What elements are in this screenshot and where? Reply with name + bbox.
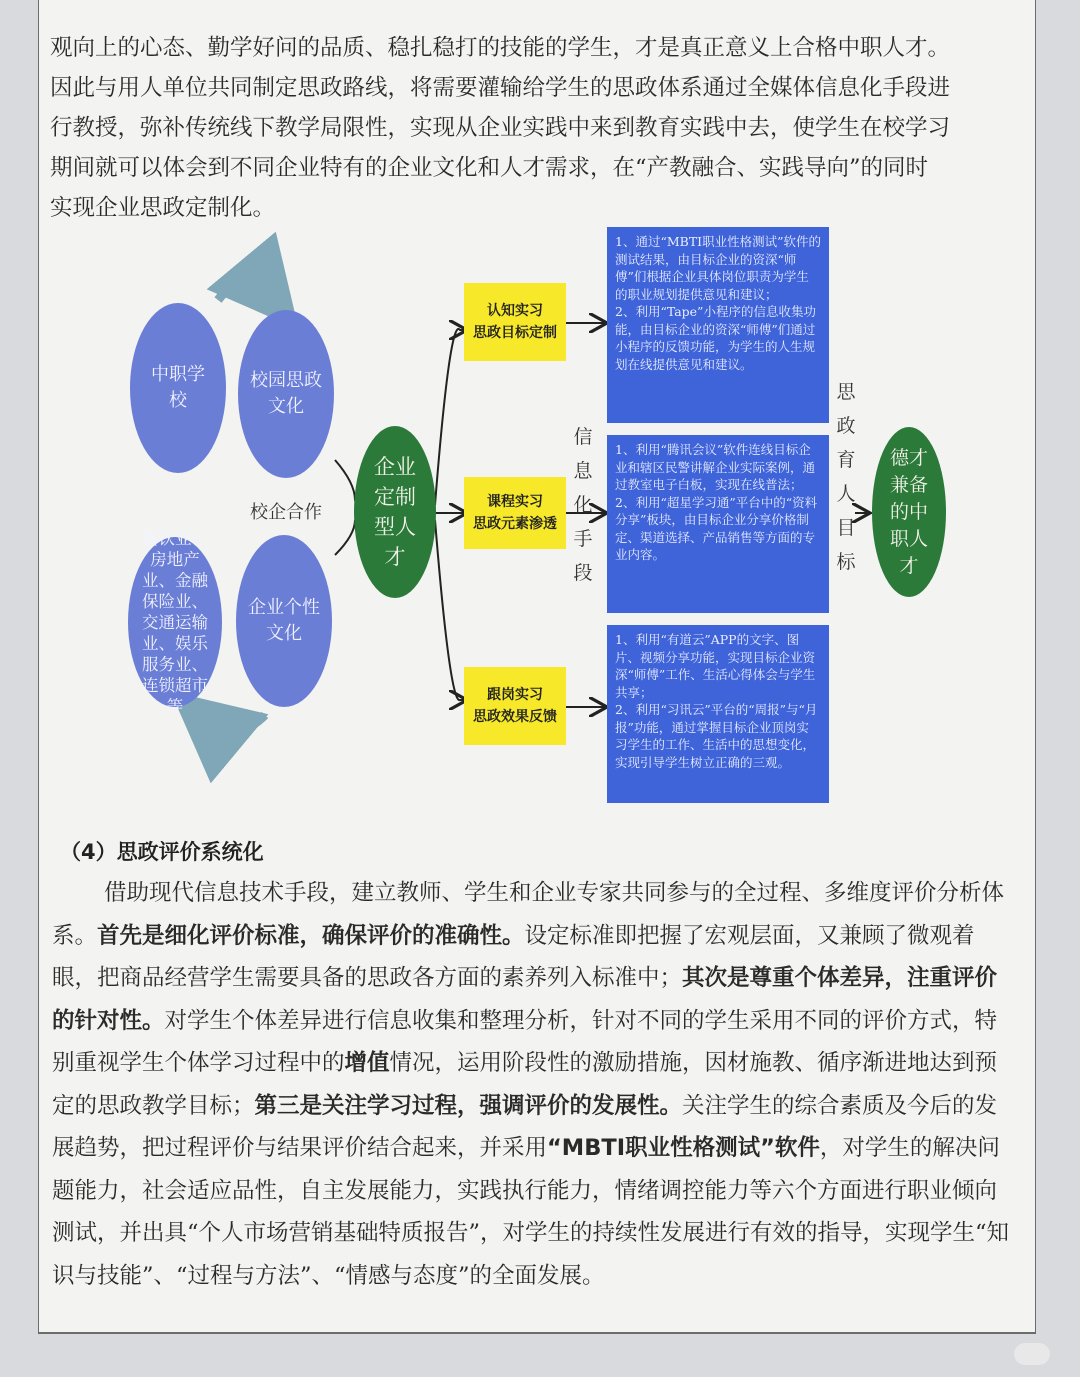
body-bold-text: 其次是尊重个体差异，注重评价的针对性。: [52, 965, 998, 1034]
body-bold-text: “MBTI职业性格测试”软件: [547, 1135, 820, 1161]
section-heading: （4）思政评价系统化: [60, 840, 264, 864]
body-bold-text: 首先是细化评价标准，确保评价的准确性。: [97, 922, 525, 949]
school-circle-label: 中职学校: [151, 364, 205, 411]
intro-line: 观向上的心态、勤学好问的品质、稳扎稳打的技能的学生，才是真正意义上合格中职人才。: [50, 35, 951, 61]
enterprise-culture-label: 企业个性文化: [248, 597, 320, 644]
center-talent-circle: [354, 426, 436, 598]
campus-culture-circle: [238, 310, 334, 478]
branch-box-cognitive: [464, 283, 566, 361]
body-text: 对学生个体差异进行信息收集和整理分析，针对不同的学生采用不同的评价方式，特别重视学生个体学习过程中的: [52, 1007, 998, 1076]
body-text: 借助现代信息技术手段，建立教师、学生和企业专家共同参与的全过程、多维度评价分析体系。: [52, 880, 1005, 949]
intro-line: 因此与用人单位共同制定思政路线，将需要灌输给学生的思政体系通过全媒体信息化手段进: [50, 75, 951, 101]
detail-box-course: 1、利用“腾讯会议”软件连线目标企业和辖区民警讲解企业实际案例，通过教室电子白板，实现在线普法； 2、利用“超星学习通”平台中的“资料分享”板块，由目标企业分享价格制定、渠道选择、产品销售等方面的专业内容。: [607, 435, 829, 613]
branch-line-top: [435, 329, 465, 505]
branch-box-course-label: 课程实习 思政元素渗透: [473, 494, 557, 532]
detail-box-post: 1、利用“有道云”APP的文字、图片、视频分享功能，实现目标企业资深“师傅”工作、生活心得体会与学生共享； 2、利用“习讯云”平台的“周报”与“月报”功能，通过掌握目标企业顶岗实习学生的工作、生活中的思想变化，实现引导学生树立正确的三观。: [607, 625, 829, 803]
goal-vertical-label: 思政育人目标: [836, 381, 856, 573]
coop-label: 校企合作: [250, 502, 322, 523]
branch-box-post-label: 跟岗实习 思政效果反馈: [473, 687, 557, 725]
enterprise-culture-circle: [236, 535, 332, 707]
intro-line: 期间就可以体会到不同企业特有的企业文化和人才需求，在“产教融合、实践导向”的同时: [50, 155, 929, 181]
school-circle: [130, 303, 226, 473]
cycle-arrow-top: [218, 281, 270, 300]
industries-circle: [128, 528, 222, 716]
branch-line-bottom: [435, 520, 465, 700]
body-bold-text: 增值: [344, 1050, 390, 1076]
branch-box-course: [464, 477, 566, 549]
flow-diagram: [110, 215, 970, 815]
merge-line-bottom: [335, 520, 355, 555]
center-talent-label: 企业定制型人才: [374, 455, 416, 569]
watermark-logo: [1014, 1343, 1050, 1365]
body-text: 情况，运用阶段性的激励措施，因材施教、循序渐进地达到预定的思政教学目标；: [52, 1050, 998, 1119]
final-talent-label: 德才兼备的中职人才: [889, 446, 928, 577]
info-means-vertical-label: 信息化手段: [573, 426, 593, 584]
body-paragraph: [52, 872, 1017, 1297]
intro-paragraph: [38, 28, 998, 228]
body-bold-text: 第三是关注学习过程，强调评价的发展性。: [254, 1092, 683, 1119]
branch-box-post: [464, 667, 566, 745]
detail-box-cognitive: 1、通过“MBTI职业性格测试”软件的测试结果，由目标企业的资深“师傅”们根据企业具体岗位职责为学生的职业规划提供意见和建议； 2、利用“Tape”小程序的信息收集功能，由目标企业的资深“师傅”们通过小程序的反馈功能，为学生的人生规划在线提供意见和建议。: [607, 227, 829, 423]
body-text: 关注学生的综合素质及今后的发展趋势，把过程评价与结果评价结合起来，并采用: [52, 1092, 998, 1161]
page-bottom-border: [38, 1333, 1036, 1334]
body-text: 设定标准即把握了宏观层面，又兼顾了微观着眼，把商品经营学生需要具备的思政各方面的素养列入标准中；: [52, 922, 975, 991]
branch-box-cognitive-label: 认知实习 思政目标定制: [473, 303, 557, 341]
industries-label: 餐饮业、房地产业、金融保险业、交通运输业、娱乐服务业、连锁超市等: [142, 528, 208, 716]
intro-line: 实现企业思政定制化。: [50, 195, 276, 221]
final-talent-circle: [872, 427, 946, 597]
intro-line: 行教授，弥补传统线下教学局限性，实现从企业实践中来到教育实践中去，使学生在校学习: [50, 115, 951, 141]
campus-culture-label: 校园思政文化: [250, 370, 322, 417]
cycle-arrow-bottom: [205, 715, 265, 731]
body-text: ，对学生的解决问题能力，社会适应品性，自主发展能力，实践执行能力，情绪调控能力等六个方面进行职业倾向测试，并出具“个人市场营销基础特质报告”，对学生的持续性发展进行有效的指导，实现学生“知识与技能”、“过程与方法”、“情感与态度”的全面发展。: [52, 1135, 1010, 1289]
